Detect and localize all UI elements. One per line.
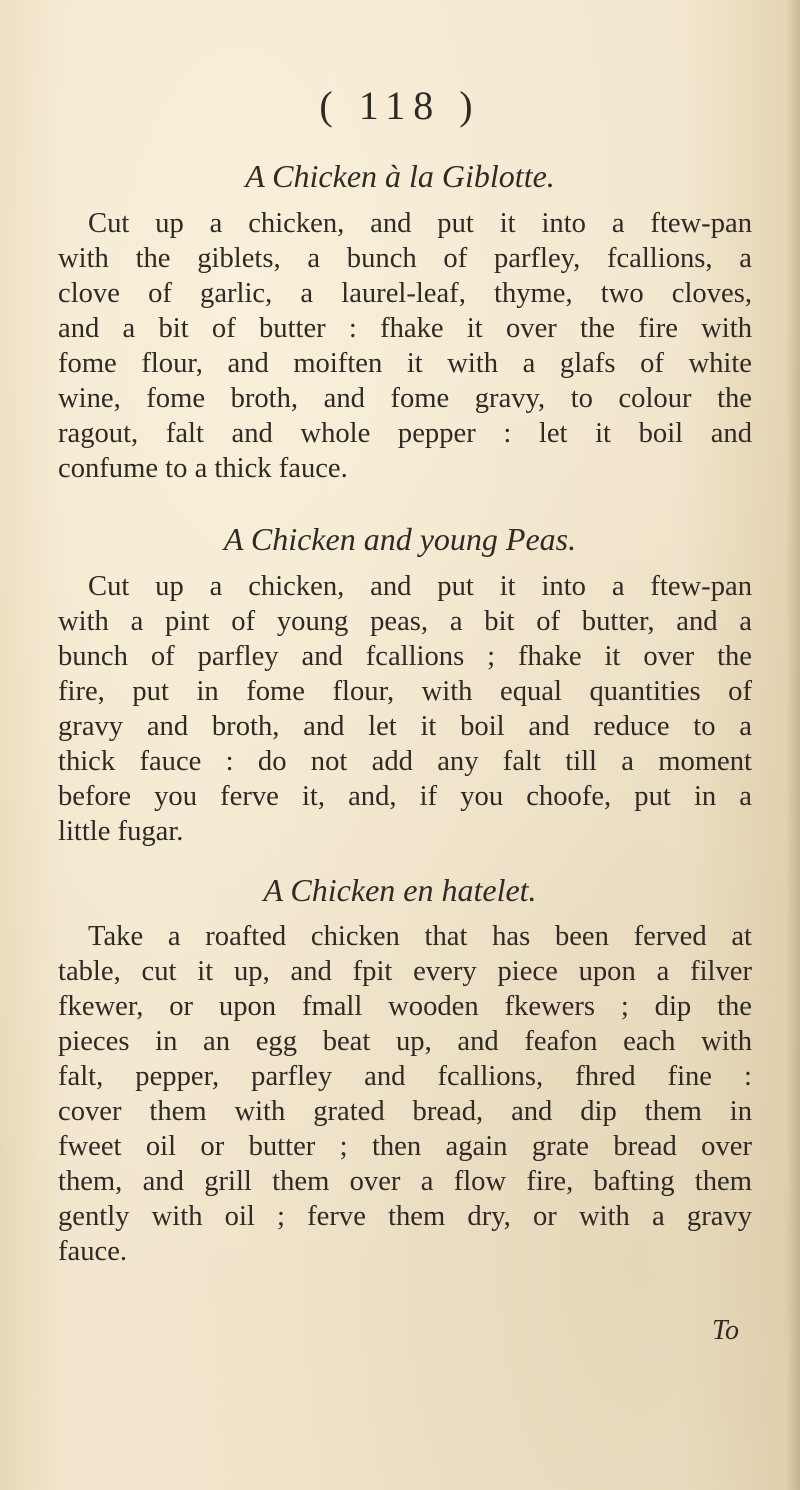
text-line: cover them with grated bread, and dip them in <box>58 1096 752 1127</box>
text-line: clove of garlic, a laurel-leaf, thyme, two cloves, <box>58 278 752 309</box>
text-line: before you ferve it, and, if you choofe, put in a <box>58 781 752 812</box>
text-line: fkewer, or upon fmall wooden fkewers ; dip the <box>58 991 752 1022</box>
text-line: with a pint of young peas, a bit of butter, and a <box>58 606 752 637</box>
text-line: with the giblets, a bunch of parfley, fcallions, a <box>58 243 752 274</box>
text-line: fauce. <box>58 1236 128 1267</box>
text-line: gravy and broth, and let it boil and reduce to a <box>58 711 752 742</box>
page-edge-shadow <box>786 0 800 1490</box>
text-line: bunch of parfley and fcallions ; fhake it over the <box>58 641 752 672</box>
text-line: thick fauce : do not add any falt till a moment <box>58 746 752 777</box>
text-line: fire, put in fome flour, with equal quantities of <box>58 676 752 707</box>
text-line: and a bit of butter : fhake it over the fire with <box>58 313 752 344</box>
text-line: them, and grill them over a flow fire, bafting them <box>58 1166 752 1197</box>
text-line: pieces in an egg beat up, and feafon each with <box>58 1026 752 1057</box>
text-line: gently with oil ; ferve them dry, or with a gravy <box>58 1201 752 1232</box>
text-line: fweet oil or butter ; then again grate bread over <box>58 1131 752 1162</box>
text-line: falt, pepper, parfley and fcallions, fhred fine : <box>58 1061 752 1092</box>
text-line: confume to a thick fauce. <box>58 453 348 484</box>
recipe-title-young-peas: A Chicken and young Peas. <box>223 521 577 557</box>
recipe-body-en-hatelet <box>58 919 752 1269</box>
text-line: Take a roafted chicken that has been ferved at <box>88 921 752 952</box>
recipe-body-young-peas <box>58 569 752 849</box>
recipe-title-giblotte: A Chicken à la Giblotte. <box>245 158 555 194</box>
text-line: table, cut it up, and fpit every piece upon a filver <box>58 956 752 987</box>
recipe-body-giblotte <box>58 206 752 486</box>
catchword: To <box>712 1315 740 1346</box>
page-number: ( 118 ) <box>319 83 481 128</box>
text-line: little fugar. <box>58 816 184 847</box>
text-line: ragout, falt and whole pepper : let it boil and <box>58 418 752 449</box>
text-line: wine, fome broth, and fome gravy, to colour the <box>58 383 752 414</box>
text-line: fome flour, and moiften it with a glafs of white <box>58 348 752 379</box>
recipe-title-en-hatelet: A Chicken en hatelet. <box>263 872 537 908</box>
text-line: Cut up a chicken, and put it into a ftew-pan <box>88 571 752 602</box>
text-line: Cut up a chicken, and put it into a ftew-pan <box>88 208 752 239</box>
